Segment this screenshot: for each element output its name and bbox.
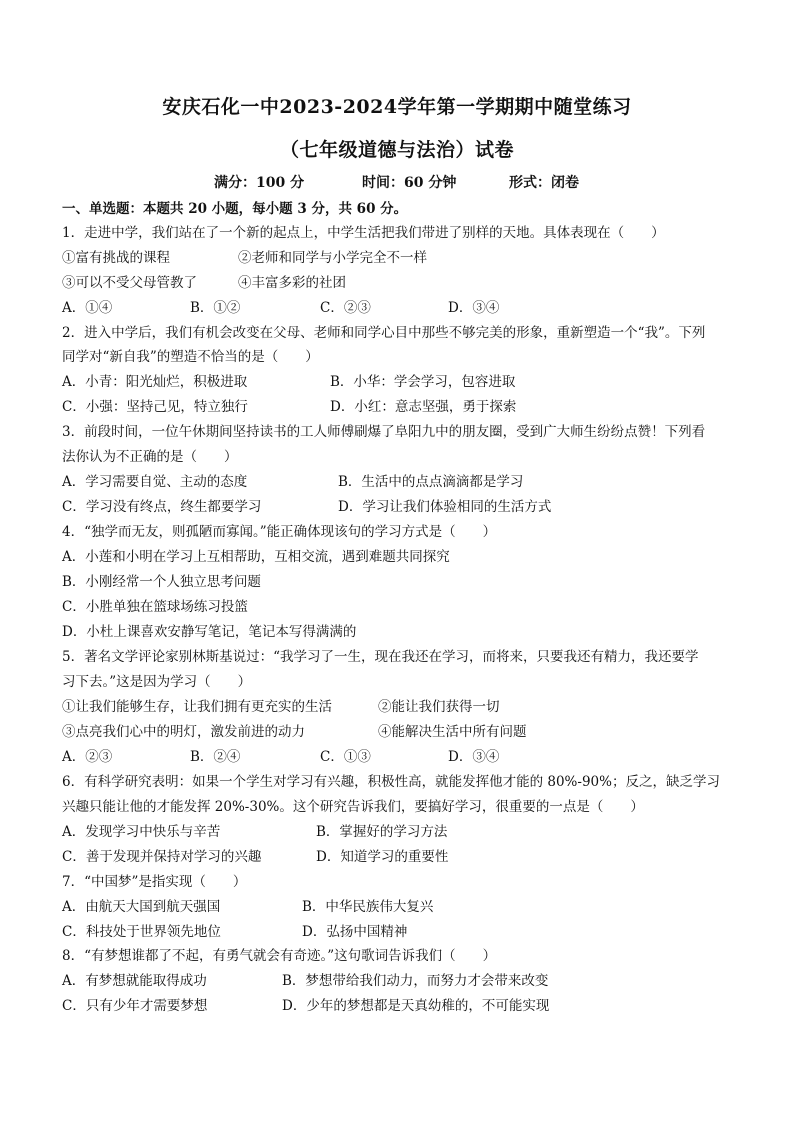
question-3-option-a: A．学习需要自觉、主动的态度 [62,474,248,490]
section-heading: 一、单选题：本题共 20 小题，每小题 3 分，共 60 分。 [62,201,408,217]
question-6-stem-line-1: 6．有科学研究表明：如果一个学生对学习有兴趣，积极性高，就能发挥他才能的 80%-90%；反之，缺乏学习 [62,774,720,790]
question-8-option-a: A．有梦想就能取得成功 [62,973,207,989]
question-2-option-c: C．小强：坚持己见，特立独行 [62,399,248,415]
exam-title: 安庆石化一中2023-2024学年第一学期期中随堂练习 [162,96,632,118]
question-5-statement-4: ④能解决生活中所有问题 [378,724,527,740]
question-3-stem-line-1: 3．前段时间，一位午休期间坚持读书的工人师傅刷爆了阜阳九中的朋友圈，受到广大师生纷纷点赞！下列看 [62,424,706,440]
question-1-statement-2: ②老师和同学与小学完全不一样 [238,250,427,266]
question-5-stem-line-2: 习下去。”这是因为学习（ ） [62,674,252,690]
form-info: 形式：闭卷 [509,175,579,191]
question-6-option-c: C．善于发现并保持对学习的兴趣 [62,849,262,865]
question-2-stem-line-1: 2．进入中学后，我们有机会改变在父母、老师和同学心目中那些不够完美的形象，重新塑造一个“我”。下列 [62,325,706,341]
question-8-stem: 8．“有梦想谁都了不起，有勇气就会有奇迹。”这句歌词告诉我们（ ） [62,948,497,964]
question-5-statement-1: ①让我们能够生存，让我们拥有更充实的生活 [62,699,332,715]
time-info: 时间：60 分钟 [362,175,457,191]
question-7-stem: 7．“中国梦”是指实现（ ） [62,874,247,890]
question-3-stem-line-2: 法你认为不正确的是（ ） [62,449,238,465]
question-6-option-d: D．知道学习的重要性 [316,849,449,865]
question-1-statement-4: ④丰富多彩的社团 [238,275,346,291]
question-1-stem: 1．走进中学，我们站在了一个新的起点上，中学生活把我们带进了别样的天地。具体表现在（ ） [62,225,665,241]
question-5-stem-line-1: 5．著名文学评论家别林斯基说过：“我学习了一生，现在我还在学习，而将来，只要我还有精力，我还要学 [62,649,699,665]
question-1-option-b: B．①② [190,300,241,316]
question-3-option-d: D．学习让我们体验相同的生活方式 [338,499,552,515]
question-4-stem: 4．“独学而无友，则孤陋而寡闻。”能正确体现该句的学习方式是（ ） [62,524,497,540]
exam-subtitle: （七年级道德与法治）试卷 [279,139,514,161]
question-7-option-a: A．由航天大国到航天强国 [62,899,221,915]
question-6-stem-line-2: 兴趣只能让他的才能发挥 20%-30%。这个研究告诉我们，要搞好学习，很重要的一点是（ ） [62,799,644,815]
question-6-option-a: A．发现学习中快乐与辛苦 [62,824,221,840]
question-8-option-b: B．梦想带给我们动力，而努力才会带来改变 [282,973,549,989]
question-6-option-b: B．掌握好的学习方法 [316,824,448,840]
question-8-option-d: D．少年的梦想都是天真幼稚的，不可能实现 [282,998,550,1014]
question-2-option-d: D．小红：意志坚强，勇于探索 [330,399,517,415]
question-7-option-c: C．科技处于世界领先地位 [62,924,221,940]
question-1-statement-3: ③可以不受父母管教了 [62,275,197,291]
question-1-statement-1: ①富有挑战的课程 [62,250,170,266]
question-2-stem-line-2: 同学对“新自我”的塑造不恰当的是（ ） [62,349,319,365]
question-1-option-d: D．③④ [448,300,500,316]
question-5-option-c: C．①③ [320,749,371,765]
question-8-option-c: C．只有少年才需要梦想 [62,998,208,1014]
question-5-option-a: A．②③ [62,749,113,765]
question-5-option-d: D．③④ [448,749,500,765]
question-4-option-b: B．小刚经常一个人独立思考问题 [62,574,261,590]
question-5-statement-3: ③点亮我们心中的明灯，激发前进的动力 [62,724,305,740]
question-2-option-a: A．小青：阳光灿烂，积极进取 [62,374,248,390]
question-1-option-c: C．②③ [320,300,371,316]
question-4-option-d: D．小杜上课喜欢安静写笔记，笔记本写得满满的 [62,624,357,640]
question-4-option-a: A．小莲和小明在学习上互相帮助，互相交流，遇到难题共同探究 [62,549,450,565]
question-5-option-b: B．②④ [190,749,241,765]
question-2-option-b: B．小华：学会学习，包容进取 [330,374,516,390]
question-3-option-c: C．学习没有终点，终生都要学习 [62,499,262,515]
question-1-option-a: A．①④ [62,300,113,316]
question-7-option-b: B．中华民族伟大复兴 [302,899,434,915]
score-info: 满分：100 分 [214,175,305,191]
question-3-option-b: B．生活中的点点滴滴都是学习 [338,474,524,490]
question-4-option-c: C．小胜单独在篮球场练习投篮 [62,599,248,615]
question-7-option-d: D．弘扬中国精神 [302,924,408,940]
question-5-statement-2: ②能让我们获得一切 [378,699,500,715]
